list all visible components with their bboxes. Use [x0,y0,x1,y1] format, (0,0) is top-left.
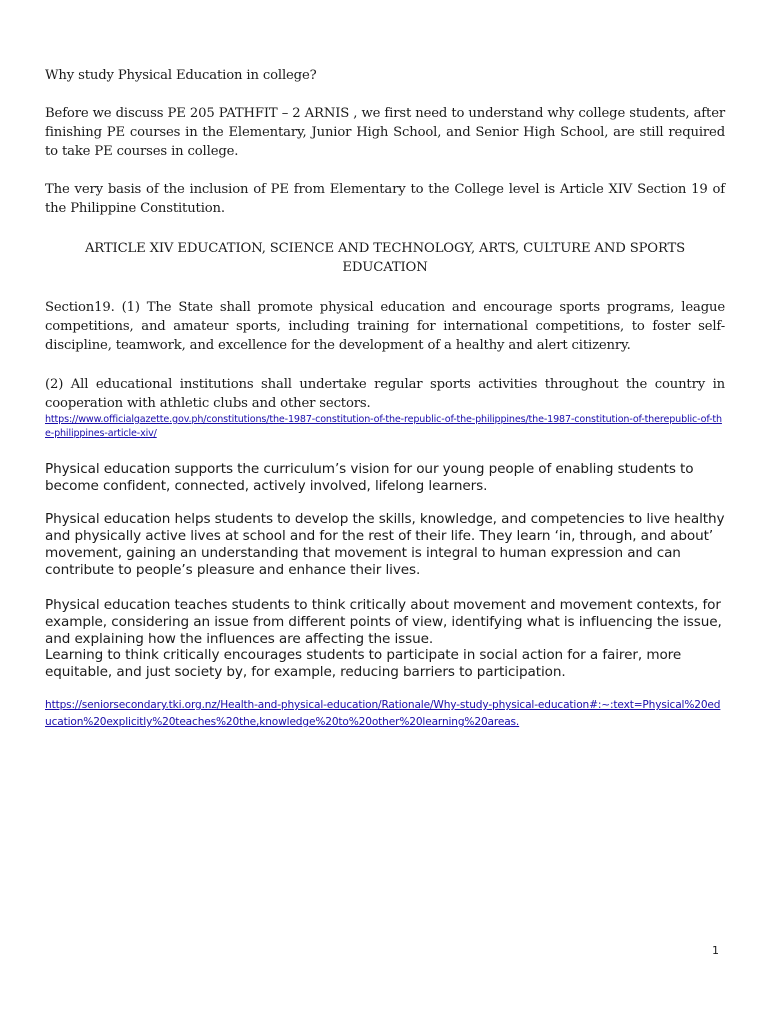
basis-paragraph: The very basis of the inclusion of PE from Elementary to the College level is Article XIV Section 19 of the Philippine Constitution. [45,182,725,216]
article-title: ARTICLE XIV EDUCATION, SCIENCE AND TECHNOLOGY, ARTS, CULTURE AND SPORTS EDUCATION [84,241,686,275]
document-page [45,0,725,1024]
gazette-link[interactable]: https://www.officialgazette.gov.ph/constitutions/the-1987-constitution-of-the-republic-of-the-philippines/the-1987-constitution-of-therepublic-of-the-philippines-article-xiv/ [45,414,722,439]
skills-paragraph: Physical education helps students to develop the skills, knowledge, and competencies to live healthy and physically active lives at school and for the rest of their life. They learn ‘in, through, and about’ movement, gaining an understanding that movement is integral to human expression and can contribute to people’s pleasure and enhance their lives. [45,511,725,578]
tki-link[interactable]: https://seniorsecondary.tki.org.nz/Health-and-physical-education/Rationale/Why-study-physical-education#:~:text=Physical%20education%20explicitly%20teaches%20the,knowledge%20to%20other%20learning%20areas. [45,699,721,728]
intro-paragraph: Before we discuss PE 205 PATHFIT – 2 ARNIS , we first need to understand why college students, after finishing PE courses in the Elementary, Junior High School, and Senior High School, are still required to take PE courses in college. [45,106,725,159]
heading-question: Why study Physical Education in college? [45,68,317,83]
section19-part1: Section19. (1) The State shall promote physical education and encourage sports programs, league competitions, and amateur sports, including training for international competitions, to foster self-discipline, teamwork, and excellence for the development of a healthy and alert citizenry. [45,300,725,353]
curriculum-paragraph: Physical education supports the curriculum’s vision for our young people of enabling students to become confident, connected, actively involved, lifelong learners. [45,461,694,494]
page-number: 1 [712,944,719,957]
social-action-paragraph: Learning to think critically encourages students to participate in social action for a fairer, more equitable, and just society by, for example, reducing barriers to participation. [45,647,682,680]
section19-part2: (2) All educational institutions shall undertake regular sports activities throughout the country in cooperation with athletic clubs and other sectors. [45,377,725,411]
critical-thinking-paragraph: Physical education teaches students to think critically about movement and movement contexts, for example, considering an issue from different points of view, identifying what is influencing the issue, and explaining how the influences are affecting the issue. [45,597,722,647]
